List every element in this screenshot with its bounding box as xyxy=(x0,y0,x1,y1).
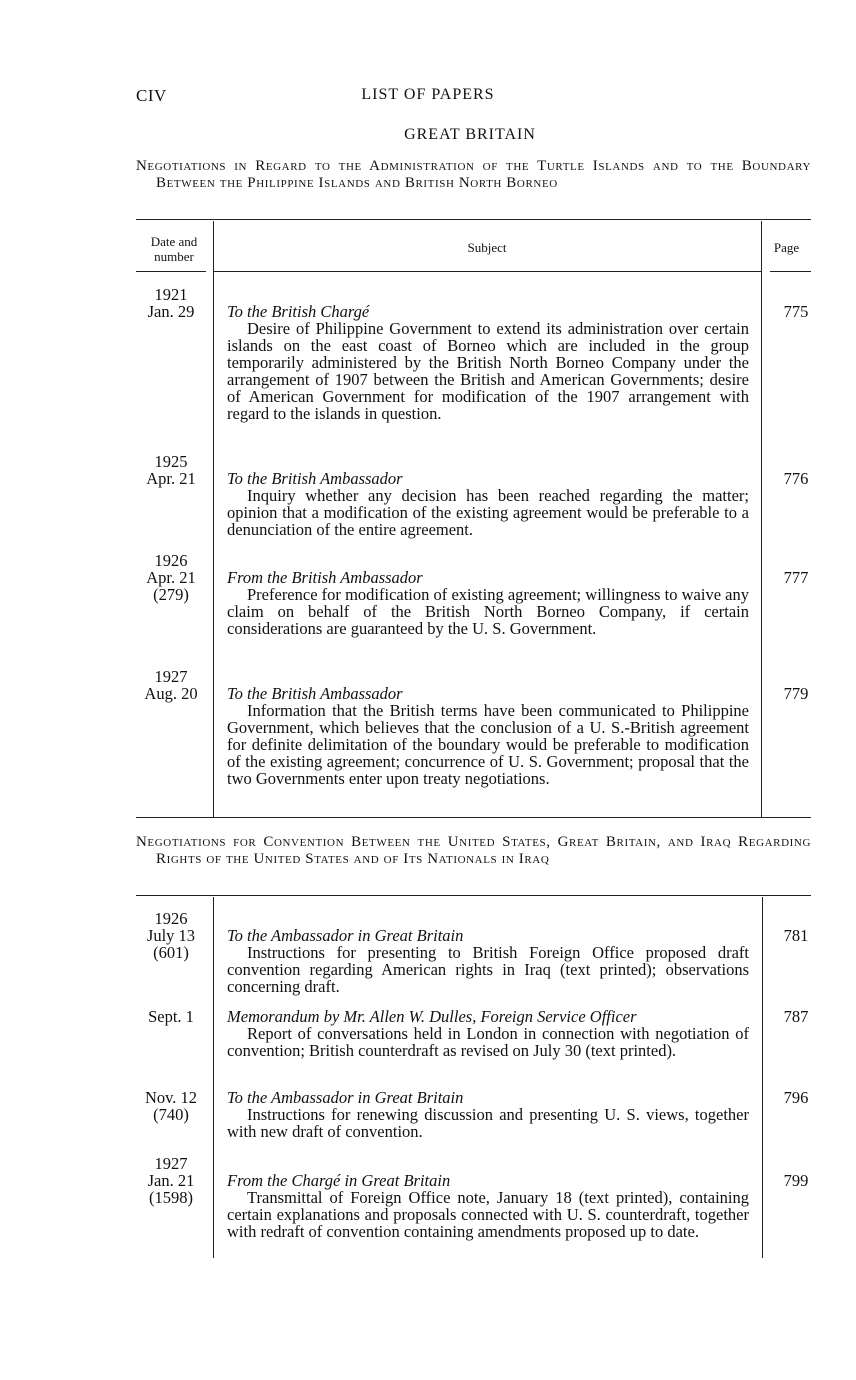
entry-day: Apr. 21 xyxy=(146,469,196,488)
entry-subject xyxy=(227,303,749,422)
entry-day: Aug. 20 xyxy=(144,684,198,703)
table-top-rule xyxy=(136,895,811,896)
entry-page: 777 xyxy=(783,568,809,587)
entry-number: (601) xyxy=(153,943,189,962)
entry-number: (279) xyxy=(153,585,189,604)
entry-number: (740) xyxy=(153,1105,189,1124)
entry-description: Transmittal of Foreign Office note, January 18 (text printed), containing certain explanations and proposals connected with U. S. counterdraft, together with redraft of convention containing amendments proposed up to date. xyxy=(227,1188,749,1241)
entry-page: 787 xyxy=(783,1007,809,1026)
header-bottom-rule xyxy=(213,271,762,272)
entry-description: Instructions for renewing discussion and presenting U. S. views, together with new draft of convention. xyxy=(227,1105,749,1141)
entry-addressee: To the British Ambassador xyxy=(227,684,403,703)
entry-subject xyxy=(227,927,749,995)
entry-page: 776 xyxy=(783,469,809,488)
entry-addressee: To the Ambassador in Great Britain xyxy=(227,1088,464,1107)
entry-page: 799 xyxy=(783,1171,809,1190)
entry-page: 779 xyxy=(783,684,809,703)
entry-year: 1921 xyxy=(154,285,188,304)
running-head: LIST OF PAPERS xyxy=(361,86,495,103)
entry-addressee: From the British Ambassador xyxy=(227,568,423,587)
entry-year: 1927 xyxy=(154,667,188,686)
section-title-turtle-islands xyxy=(136,158,811,192)
entry-date xyxy=(128,453,214,487)
entry-day: July 13 xyxy=(146,926,196,945)
section-title-text: Negotiations for Convention Between the United States, Great Britain, and Iraq Regarding Rights of the United States and of Its Nationals in Iraq xyxy=(136,834,811,867)
column-header-page: Page xyxy=(773,240,800,255)
entry-date xyxy=(128,910,214,961)
entry-description: Preference for modification of existing agreement; willingness to waive any claim on behalf of the British North Borneo Company, if certain considerations are guaranteed by the U. S. Government. xyxy=(227,585,749,638)
column-header-date: Date and number xyxy=(150,234,198,264)
table-top-rule xyxy=(136,219,811,220)
entry-date xyxy=(128,1008,214,1025)
column-divider-right xyxy=(761,221,762,817)
entry-page: 781 xyxy=(783,926,809,945)
section-title-text: Negotiations in Regard to the Administration of the Turtle Islands and to the Boundary Between the Philippine Islands and British North Borneo xyxy=(136,158,811,191)
entry-subject xyxy=(227,470,749,538)
column-divider-right xyxy=(762,897,763,1258)
header-bottom-rule-right xyxy=(770,271,811,272)
section-title-iraq xyxy=(136,834,811,868)
entry-subject xyxy=(227,1089,749,1140)
entry-addressee: To the Ambassador in Great Britain xyxy=(227,926,464,945)
entry-day: Nov. 12 xyxy=(144,1088,198,1107)
entry-page: 796 xyxy=(783,1088,809,1107)
entry-description: Information that the British terms have been communicated to Philippine Government, which believes that the conclusion of a U. S.-British agreement for definite delimitation of the boundary would be preferable to modification of the existing agreement; concurrence of U. S. Government; proposal that the two Governments enter upon treaty negotiations. xyxy=(227,701,749,788)
entry-page: 775 xyxy=(783,302,809,321)
entry-addressee: From the Chargé in Great Britain xyxy=(227,1171,451,1190)
entry-day: Jan. 21 xyxy=(147,1171,195,1190)
entry-description: Report of conversations held in London in connection with negotiation of convention; British counterdraft as revised on July 30 (text printed). xyxy=(227,1024,749,1060)
entry-subject xyxy=(227,1172,749,1240)
entry-date xyxy=(128,286,214,320)
entry-addressee: Memorandum by Mr. Allen W. Dulles, Foreign Service Officer xyxy=(227,1007,637,1026)
country-heading: GREAT BRITAIN xyxy=(404,126,536,143)
table-bottom-rule xyxy=(136,817,811,818)
entry-day: Sept. 1 xyxy=(148,1007,194,1026)
entry-subject xyxy=(227,1008,749,1059)
entry-addressee: To the British Ambassador xyxy=(227,469,403,488)
entry-year: 1926 xyxy=(154,909,188,928)
entry-number: (1598) xyxy=(149,1188,193,1207)
header-bottom-rule-left xyxy=(136,271,206,272)
entry-subject xyxy=(227,569,749,637)
entry-day: Jan. 29 xyxy=(147,302,195,321)
entry-description: Inquiry whether any decision has been reached regarding the matter; opinion that a modification of the existing agreement would be preferable to a denunciation of the entire agreement. xyxy=(227,486,749,539)
entry-addressee: To the British Chargé xyxy=(227,302,370,321)
entry-year: 1927 xyxy=(154,1154,188,1173)
entry-description: Desire of Philippine Government to extend its administration over certain islands on the east coast of Borneo which are included in the group temporarily administered by the British North Borneo Company under the arrangement of 1907 between the British and American Governments; desire of American Government for modification of the 1907 arrangement with regard to the islands in question. xyxy=(227,319,749,423)
entry-subject xyxy=(227,685,749,787)
entry-date xyxy=(128,552,214,603)
entry-year: 1925 xyxy=(154,452,188,471)
entry-date xyxy=(128,1155,214,1206)
page-number: CIV xyxy=(136,86,167,105)
entry-day: Apr. 21 xyxy=(146,568,196,587)
entry-description: Instructions for presenting to British Foreign Office proposed draft convention regarding American rights in Iraq (text printed); observations concerning draft. xyxy=(227,943,749,996)
column-header-subject: Subject xyxy=(467,240,507,255)
entry-date xyxy=(128,668,214,702)
entry-date xyxy=(128,1089,214,1123)
entry-year: 1926 xyxy=(154,551,188,570)
